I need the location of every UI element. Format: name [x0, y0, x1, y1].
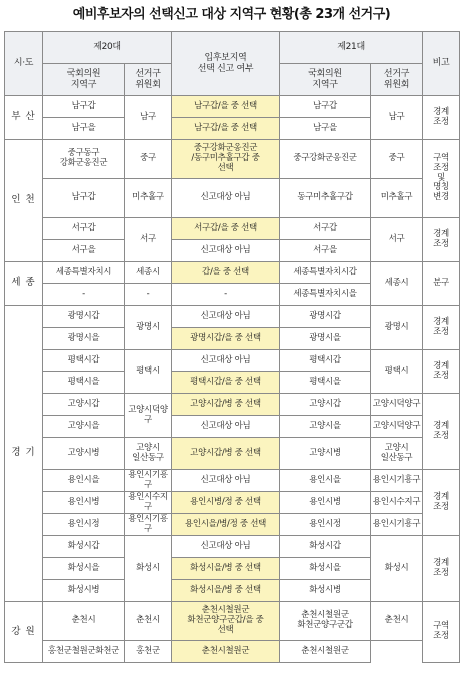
- district-20-cell: 남구갑: [43, 96, 125, 118]
- district-20-cell: -: [43, 284, 125, 306]
- header-choice: 입후보지역 선택 신고 여부: [172, 32, 280, 96]
- district-21-cell: 화성시을: [280, 558, 371, 580]
- choice-cell: 용인시을/병/정 중 선택: [172, 514, 280, 536]
- district-21-cell: 동구미추홀구갑: [280, 179, 371, 218]
- header-note: 비고: [423, 32, 460, 96]
- choice-cell: 신고대상 아님: [172, 536, 280, 558]
- district-20-cell: 세종특별자치시: [43, 262, 125, 284]
- district-20-cell: 화성시을: [43, 558, 125, 580]
- district-21-cell: 남구갑: [280, 96, 371, 118]
- district-21-cell: 서구을: [280, 240, 371, 262]
- district-21-cell: 남구을: [280, 118, 371, 140]
- committee-21-cell: 화성시: [371, 536, 423, 602]
- table-row: [5, 218, 460, 240]
- choice-cell: 춘천시철원군 화천군양구군갑/을 중 선택: [172, 602, 280, 641]
- district-20-cell: 홍천군철원군화천군: [43, 641, 125, 663]
- region-cell: 부 산: [5, 96, 43, 140]
- district-21-cell: 평택시갑: [280, 350, 371, 372]
- district-20-cell: 용인시정: [43, 514, 125, 536]
- district-21-cell: 서구갑: [280, 218, 371, 240]
- district-21-cell: 광명시을: [280, 328, 371, 350]
- table-row: [5, 394, 460, 416]
- choice-cell: 남구갑/을 중 선택: [172, 96, 280, 118]
- committee-21-cell: 용인시수지구: [371, 492, 423, 514]
- choice-cell: 용인시병/정 중 선택: [172, 492, 280, 514]
- district-20-cell: 평택시갑: [43, 350, 125, 372]
- district-21-cell: 화성시병: [280, 580, 371, 602]
- table-row: [5, 514, 460, 536]
- committee-21-cell: 서구: [371, 218, 423, 262]
- table-row: [5, 262, 460, 284]
- committee-20-cell: 춘천시: [125, 602, 172, 641]
- committee-20-cell: -: [125, 284, 172, 306]
- header-gen20: 제20대: [43, 32, 172, 64]
- choice-cell: 서구갑/을 중 선택: [172, 218, 280, 240]
- committee-21-cell: 세종시: [371, 262, 423, 306]
- district-20-cell: 용인시을: [43, 470, 125, 492]
- committee-20-cell: 용인시기흥구: [125, 514, 172, 536]
- header-sido: 시·도: [5, 32, 43, 96]
- district-21-cell: 평택시을: [280, 372, 371, 394]
- committee-21-cell: 미추홀구: [371, 179, 423, 218]
- note-cell: 구역 조정: [423, 602, 460, 663]
- header-committee-20: 선거구 위원회: [125, 64, 172, 96]
- committee-21-cell: 춘천시: [371, 602, 423, 641]
- district-20-cell: 광명시갑: [43, 306, 125, 328]
- committee-21-cell: 고양시덕양구: [371, 394, 423, 416]
- table-row: [5, 96, 460, 118]
- district-20-cell: 광명시을: [43, 328, 125, 350]
- page-title: 예비후보자의 선택신고 대상 지역구 현황(총 23개 선거구): [72, 7, 391, 22]
- note-cell: 경계 조정: [423, 218, 460, 262]
- note-cell: 경계 조정: [423, 96, 460, 140]
- committee-20-cell: 서구: [125, 218, 172, 262]
- choice-cell: 춘천시철원군: [172, 641, 280, 663]
- choice-cell: -: [172, 284, 280, 306]
- committee-21-cell: 용인시기흥구: [371, 514, 423, 536]
- choice-cell: 고양시갑/병 중 선택: [172, 438, 280, 470]
- committee-21-cell: 광명시: [371, 306, 423, 350]
- district-21-cell: 용인시을: [280, 470, 371, 492]
- committee-20-cell: 고양시 일산동구: [125, 438, 172, 470]
- choice-cell: 고양시갑/병 중 선택: [172, 394, 280, 416]
- district-21-cell: 춘천시철원군: [280, 641, 371, 663]
- table-row: [5, 602, 460, 641]
- choice-cell: 갑/을 중 선택: [172, 262, 280, 284]
- table-row: [5, 350, 460, 372]
- committee-20-cell: 홍천군: [125, 641, 172, 663]
- region-cell: 경 기: [5, 306, 43, 602]
- table-row: [5, 492, 460, 514]
- note-cell: 구역 조정 및 명칭 변경: [423, 140, 460, 218]
- district-20-cell: 중구동구 강화군옹진군: [43, 140, 125, 179]
- choice-cell: 신고대상 아님: [172, 306, 280, 328]
- district-20-cell: 용인시병: [43, 492, 125, 514]
- choice-cell: 신고대상 아님: [172, 416, 280, 438]
- committee-21-cell: 중구: [371, 140, 423, 179]
- table-row: [5, 470, 460, 492]
- district-20-cell: 평택시을: [43, 372, 125, 394]
- committee-20-cell: 평택시: [125, 350, 172, 394]
- district-21-cell: 고양시갑: [280, 394, 371, 416]
- note-cell: 경계 조정: [423, 470, 460, 536]
- table-row: [5, 179, 460, 218]
- region-cell: 인 천: [5, 140, 43, 262]
- district-20-cell: 서구을: [43, 240, 125, 262]
- choice-cell: 평택시갑/을 중 선택: [172, 372, 280, 394]
- note-cell: 경계 조정: [423, 306, 460, 350]
- district-21-cell: 중구강화군옹진군: [280, 140, 371, 179]
- region-cell: 세 종: [5, 262, 43, 306]
- committee-20-cell: 중구: [125, 140, 172, 179]
- district-20-cell: 춘천시: [43, 602, 125, 641]
- table-row: [5, 416, 460, 438]
- committee-20-cell: 남구: [125, 96, 172, 140]
- table-row: [5, 306, 460, 328]
- district-21-cell: 용인시병: [280, 492, 371, 514]
- choice-cell: 화성시을/병 중 선택: [172, 558, 280, 580]
- header-district-20: 국회의원 지역구: [43, 64, 125, 96]
- district-20-cell: 남구을: [43, 118, 125, 140]
- district-21-cell: 세종특별자치시을: [280, 284, 371, 306]
- district-20-cell: 화성시갑: [43, 536, 125, 558]
- header-committee-21: 선거구 위원회: [371, 64, 423, 96]
- committee-21-cell: 고양시 일산동구: [371, 438, 423, 470]
- district-20-cell: 고양시병: [43, 438, 125, 470]
- note-cell: 경계 조정: [423, 394, 460, 470]
- header-district-21: 국회의원 지역구: [280, 64, 371, 96]
- committee-21-cell: 남구: [371, 96, 423, 140]
- district-20-cell: 고양시갑: [43, 394, 125, 416]
- choice-cell: 남구갑/을 중 선택: [172, 118, 280, 140]
- district-21-cell: 용인시정: [280, 514, 371, 536]
- district-21-cell: 세종특별자치시갑: [280, 262, 371, 284]
- district-21-cell: 광명시갑: [280, 306, 371, 328]
- note-cell: 경계 조정: [423, 350, 460, 394]
- district-20-cell: 남구갑: [43, 179, 125, 218]
- choice-cell: 광명시갑/을 중 선택: [172, 328, 280, 350]
- choice-cell: 화성시을/병 중 선택: [172, 580, 280, 602]
- choice-cell: 신고대상 아님: [172, 470, 280, 492]
- note-cell: 분구: [423, 262, 460, 306]
- committee-20-cell: 세종시: [125, 262, 172, 284]
- region-cell: 강 원: [5, 602, 43, 663]
- committee-21-cell: 용인시기흥구: [371, 470, 423, 492]
- choice-cell: 신고대상 아님: [172, 350, 280, 372]
- district-21-cell: 춘천시철원군 화천군양구군갑: [280, 602, 371, 641]
- committee-20-cell: 광명시: [125, 306, 172, 350]
- committee-21-cell: 고양시덕양구: [371, 416, 423, 438]
- committee-20-cell: 고양시덕양구: [125, 394, 172, 438]
- district-table: [4, 31, 460, 663]
- district-21-cell: 고양시을: [280, 416, 371, 438]
- note-cell: 경계 조정: [423, 536, 460, 602]
- committee-20-cell: 미추홀구: [125, 179, 172, 218]
- committee-20-cell: 화성시: [125, 536, 172, 602]
- choice-cell: 신고대상 아님: [172, 179, 280, 218]
- committee-21-cell: 평택시: [371, 350, 423, 394]
- table-row: [5, 536, 460, 558]
- district-21-cell: 화성시갑: [280, 536, 371, 558]
- choice-cell: 신고대상 아님: [172, 240, 280, 262]
- header-gen21: 제21대: [280, 32, 423, 64]
- choice-cell: 중구강화군옹진군 /동구미추홀구갑 중 선택: [172, 140, 280, 179]
- table-row: [5, 140, 460, 179]
- district-20-cell: 서구갑: [43, 218, 125, 240]
- committee-20-cell: 용인시수지구: [125, 492, 172, 514]
- table-row: [5, 438, 460, 470]
- table-row: [5, 641, 460, 663]
- district-20-cell: 고양시을: [43, 416, 125, 438]
- committee-20-cell: 용인시기흥구: [125, 470, 172, 492]
- district-21-cell: 고양시병: [280, 438, 371, 470]
- district-20-cell: 화성시병: [43, 580, 125, 602]
